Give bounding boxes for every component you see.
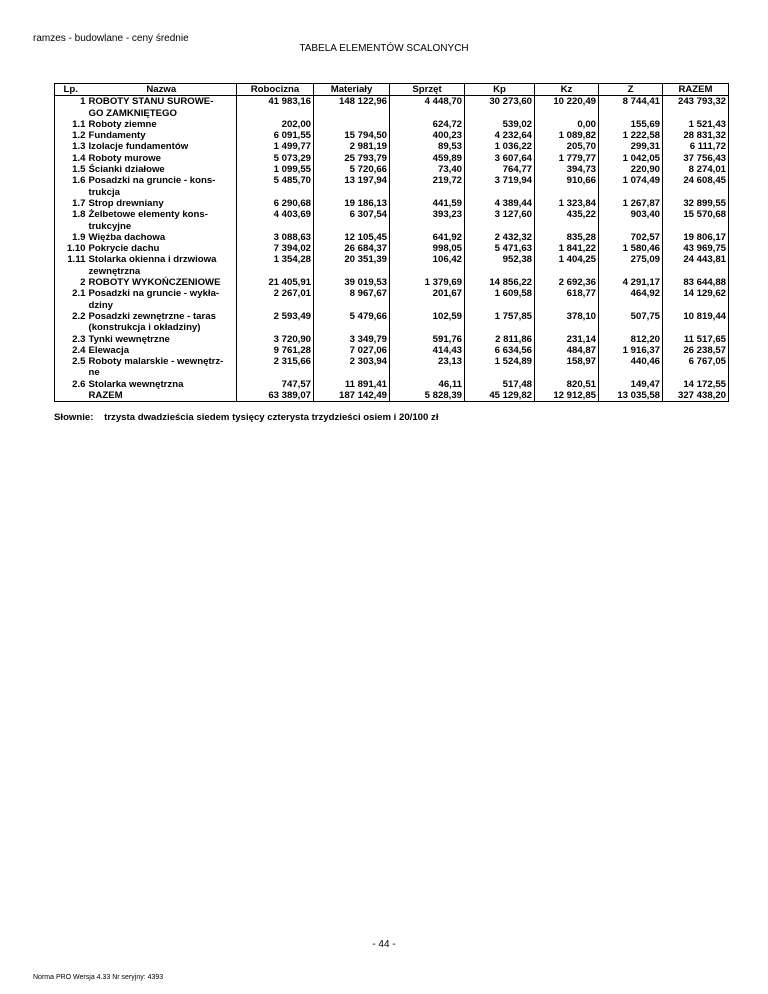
table-row (55, 153, 729, 164)
cell-z: 220,90 (599, 164, 663, 175)
cell-kp: 4 232,64 (465, 130, 535, 141)
cell-razem: 14 172,55 (663, 379, 729, 390)
cell-sprzet: 1 379,69 (390, 277, 465, 288)
cell-z: 275,09 (599, 254, 663, 277)
cell-materialy: 5 720,66 (314, 164, 390, 175)
cell-robocizna: 63 389,07 (237, 390, 314, 402)
cell-kz: 484,87 (535, 345, 599, 356)
cell-lp (55, 390, 87, 402)
document-title: TABELA ELEMENTÓW SCALONYCH (299, 43, 469, 54)
cell-materialy: 11 891,41 (314, 379, 390, 390)
cell-sprzet: 400,23 (390, 130, 465, 141)
cell-kz: 1 089,82 (535, 130, 599, 141)
table-row (55, 209, 729, 232)
cell-razem: 10 819,44 (663, 311, 729, 334)
cell-nazwa (87, 232, 237, 243)
cell-sprzet: 414,43 (390, 345, 465, 356)
cell-kz: 12 912,85 (535, 390, 599, 402)
cell-kp: 5 471,63 (465, 243, 535, 254)
col-header-sprzet: Sprzęt (390, 84, 465, 96)
table-row (55, 232, 729, 243)
cell-nazwa-line: ROBOTY STANU SUROWE- (88, 96, 214, 108)
cell-nazwa-line: Stolarka okienna i drzwiowa (88, 254, 217, 266)
cell-z: 903,40 (599, 209, 663, 232)
cell-nazwa (87, 209, 237, 232)
cell-z: 812,20 (599, 334, 663, 345)
cell-robocizna: 2 267,01 (237, 288, 314, 311)
cell-sprzet: 4 448,70 (390, 96, 465, 119)
cell-kp: 2 811,86 (465, 334, 535, 345)
cell-nazwa-line: Tynki wewnętrzne (88, 333, 170, 345)
cell-kz: 2 692,36 (535, 277, 599, 288)
cell-razem: 24 443,81 (663, 254, 729, 277)
cell-robocizna: 7 394,02 (237, 243, 314, 254)
table-row (55, 175, 729, 198)
cell-kp: 3 607,64 (465, 153, 535, 164)
cell-materialy: 187 142,49 (314, 390, 390, 402)
cell-kp: 3 127,60 (465, 209, 535, 232)
cell-nazwa-line: Fundamenty (88, 130, 146, 142)
cell-nazwa-line: ROBOTY WYKOŃCZENIOWE (88, 277, 221, 289)
cell-kp: 45 129,82 (465, 390, 535, 402)
cell-kp: 6 634,56 (465, 345, 535, 356)
amount-in-words (54, 412, 438, 423)
cell-robocizna: 5 485,70 (237, 175, 314, 198)
cell-z: 1 267,87 (599, 198, 663, 209)
cell-nazwa (87, 119, 237, 130)
amount-in-words-text: trzysta dwadzieścia siedem tysięcy czterysta trzydzieści osiem i 20/100 zł (104, 412, 439, 423)
cell-razem: 32 899,55 (663, 198, 729, 209)
cell-kz: 394,73 (535, 164, 599, 175)
cell-kp: 952,38 (465, 254, 535, 277)
cell-robocizna: 9 761,28 (237, 345, 314, 356)
cell-z: 507,75 (599, 311, 663, 334)
cell-razem: 19 806,17 (663, 232, 729, 243)
cell-nazwa-line: Posadzki na gruncie - wykła- (88, 288, 220, 300)
cell-nazwa (87, 96, 237, 119)
cell-materialy: 2 303,94 (314, 356, 390, 379)
cell-lp: 1.10 (55, 243, 87, 254)
cell-materialy: 148 122,96 (314, 96, 390, 119)
table-total-row (55, 390, 729, 402)
table-row (55, 334, 729, 345)
cell-razem: 6 767,05 (663, 356, 729, 379)
cell-robocizna: 202,00 (237, 119, 314, 130)
cell-lp: 1.5 (55, 164, 87, 175)
cell-z: 1 042,05 (599, 153, 663, 164)
cell-kp: 2 432,32 (465, 232, 535, 243)
cell-materialy: 15 794,50 (314, 130, 390, 141)
cell-sprzet: 441,59 (390, 198, 465, 209)
cell-sprzet: 624,72 (390, 119, 465, 130)
cell-kp: 1 036,22 (465, 141, 535, 152)
cell-materialy: 5 479,66 (314, 311, 390, 334)
cell-robocizna: 4 403,69 (237, 209, 314, 232)
cell-sprzet: 73,40 (390, 164, 465, 175)
cell-nazwa-line: Roboty ziemne (88, 118, 157, 130)
cell-materialy: 12 105,45 (314, 232, 390, 243)
table-row (55, 254, 729, 277)
cell-nazwa-line: trukcja (88, 186, 120, 198)
cell-razem: 243 793,32 (663, 96, 729, 119)
cell-kp: 764,77 (465, 164, 535, 175)
cell-razem: 14 129,62 (663, 288, 729, 311)
cell-nazwa (87, 390, 237, 402)
cell-sprzet: 5 828,39 (390, 390, 465, 402)
table-body (55, 96, 729, 402)
table-row (55, 141, 729, 152)
cell-nazwa-line: Posadzki zewnętrzne - taras (88, 310, 216, 322)
cell-lp: 1.4 (55, 153, 87, 164)
cell-sprzet: 46,11 (390, 379, 465, 390)
cell-robocizna: 1 099,55 (237, 164, 314, 175)
cell-sprzet: 219,72 (390, 175, 465, 198)
cell-z: 1 074,49 (599, 175, 663, 198)
cell-nazwa (87, 311, 237, 334)
cell-sprzet: 459,89 (390, 153, 465, 164)
elements-table-wrapper (54, 83, 728, 402)
cell-materialy: 26 684,37 (314, 243, 390, 254)
cell-lp: 2.6 (55, 379, 87, 390)
cell-kp: 1 757,85 (465, 311, 535, 334)
cell-lp: 1.1 (55, 119, 87, 130)
cell-kp: 3 719,94 (465, 175, 535, 198)
col-header-razem: RAZEM (663, 84, 729, 96)
cell-z: 4 291,17 (599, 277, 663, 288)
table-row (55, 288, 729, 311)
cell-lp: 2.5 (55, 356, 87, 379)
cell-nazwa-line: zewnętrzna (88, 265, 141, 277)
cell-nazwa-line: Ścianki działowe (88, 164, 165, 176)
col-header-kp: Kp (465, 84, 535, 96)
cell-nazwa-line: Posadzki na gruncie - kons- (88, 175, 216, 187)
cell-nazwa-line: Stolarka wewnętrzna (88, 378, 184, 390)
cell-z: 149,47 (599, 379, 663, 390)
cell-z: 13 035,58 (599, 390, 663, 402)
cell-razem: 26 238,57 (663, 345, 729, 356)
cell-kp: 14 856,22 (465, 277, 535, 288)
cell-lp: 1.7 (55, 198, 87, 209)
cell-kz: 378,10 (535, 311, 599, 334)
cell-lp: 1.6 (55, 175, 87, 198)
cell-kz: 1 841,22 (535, 243, 599, 254)
cell-sprzet: 201,67 (390, 288, 465, 311)
cell-materialy: 6 307,54 (314, 209, 390, 232)
cell-materialy: 3 349,79 (314, 334, 390, 345)
cell-sprzet: 641,92 (390, 232, 465, 243)
cell-kz: 231,14 (535, 334, 599, 345)
table-row (55, 356, 729, 379)
cell-sprzet: 591,76 (390, 334, 465, 345)
cell-robocizna: 5 073,29 (237, 153, 314, 164)
cell-materialy: 2 981,19 (314, 141, 390, 152)
cell-lp: 2 (55, 277, 87, 288)
cell-materialy: 13 197,94 (314, 175, 390, 198)
cell-nazwa-line: Strop drewniany (88, 197, 164, 209)
cell-kz: 910,66 (535, 175, 599, 198)
cell-robocizna: 41 983,16 (237, 96, 314, 119)
table-row (55, 130, 729, 141)
cell-lp: 2.1 (55, 288, 87, 311)
cell-nazwa (87, 198, 237, 209)
cell-kz: 1 323,84 (535, 198, 599, 209)
col-header-kz: Kz (535, 84, 599, 96)
cell-nazwa-line: Roboty malarskie - wewnętrz- (88, 356, 224, 368)
cell-nazwa-line: ne (88, 367, 100, 379)
col-header-z: Z (599, 84, 663, 96)
cell-nazwa (87, 254, 237, 277)
cell-nazwa-line: Izolacje fundamentów (88, 141, 189, 153)
cell-lp: 1.9 (55, 232, 87, 243)
cell-kz: 1 779,77 (535, 153, 599, 164)
cell-razem: 327 438,20 (663, 390, 729, 402)
cell-sprzet: 998,05 (390, 243, 465, 254)
cell-razem: 28 831,32 (663, 130, 729, 141)
table-row (55, 311, 729, 334)
cell-kp: 1 609,58 (465, 288, 535, 311)
cell-nazwa (87, 288, 237, 311)
cell-robocizna: 3 720,90 (237, 334, 314, 345)
cell-kp: 539,02 (465, 119, 535, 130)
cell-nazwa-line: Roboty murowe (88, 152, 161, 164)
cell-kz: 205,70 (535, 141, 599, 152)
cell-razem: 1 521,43 (663, 119, 729, 130)
table-header-row (55, 84, 729, 96)
cell-lp: 1.3 (55, 141, 87, 152)
cell-nazwa-line: Pokrycie dachu (88, 243, 160, 255)
table-row (55, 164, 729, 175)
table-row (55, 96, 729, 119)
cell-razem: 15 570,68 (663, 209, 729, 232)
table-row (55, 243, 729, 254)
cell-robocizna: 6 091,55 (237, 130, 314, 141)
cell-kz: 158,97 (535, 356, 599, 379)
cell-materialy (314, 119, 390, 130)
cell-lp: 1.2 (55, 130, 87, 141)
cell-lp: 2.3 (55, 334, 87, 345)
cell-nazwa-line: RAZEM (88, 390, 123, 402)
col-header-robocizna: Robocizna (237, 84, 314, 96)
cell-robocizna: 6 290,68 (237, 198, 314, 209)
cell-nazwa-line: Elewacja (88, 344, 130, 356)
cell-kz: 435,22 (535, 209, 599, 232)
cell-materialy: 8 967,67 (314, 288, 390, 311)
cell-kp: 517,48 (465, 379, 535, 390)
cell-nazwa (87, 130, 237, 141)
cell-kz: 0,00 (535, 119, 599, 130)
cell-nazwa (87, 141, 237, 152)
cell-z: 155,69 (599, 119, 663, 130)
cell-nazwa-line: Żelbetowe elementy kons- (88, 209, 208, 221)
table-row (55, 119, 729, 130)
cell-kp: 1 524,89 (465, 356, 535, 379)
table-row (55, 277, 729, 288)
cell-razem: 37 756,43 (663, 153, 729, 164)
cell-kz: 1 404,25 (535, 254, 599, 277)
amount-in-words-label: Słownie: (54, 412, 94, 423)
cell-razem: 83 644,88 (663, 277, 729, 288)
page-number: - 44 - (372, 939, 396, 950)
cell-materialy: 19 186,13 (314, 198, 390, 209)
cell-nazwa (87, 356, 237, 379)
cell-razem: 11 517,65 (663, 334, 729, 345)
cell-z: 1 580,46 (599, 243, 663, 254)
cell-sprzet: 23,13 (390, 356, 465, 379)
cell-nazwa-line: Więźba dachowa (88, 231, 166, 243)
cell-robocizna: 2 593,49 (237, 311, 314, 334)
cell-nazwa-line: GO ZAMKNIĘTEGO (88, 107, 177, 119)
cell-lp: 2.2 (55, 311, 87, 334)
cell-nazwa (87, 243, 237, 254)
table-row (55, 345, 729, 356)
cell-nazwa (87, 153, 237, 164)
col-header-lp: Lp. (55, 84, 87, 96)
elements-table (54, 83, 729, 402)
cell-kz: 10 220,49 (535, 96, 599, 119)
cell-robocizna: 2 315,66 (237, 356, 314, 379)
cell-materialy: 39 019,53 (314, 277, 390, 288)
cell-z: 464,92 (599, 288, 663, 311)
cell-lp: 1 (55, 96, 87, 119)
cell-razem: 43 969,75 (663, 243, 729, 254)
cell-lp: 2.4 (55, 345, 87, 356)
cell-robocizna: 1 354,28 (237, 254, 314, 277)
cell-robocizna: 21 405,91 (237, 277, 314, 288)
cell-kp: 30 273,60 (465, 96, 535, 119)
cell-kp: 4 389,44 (465, 198, 535, 209)
cell-materialy: 20 351,39 (314, 254, 390, 277)
cell-sprzet: 102,59 (390, 311, 465, 334)
cell-z: 1 916,37 (599, 345, 663, 356)
cell-lp: 1.11 (55, 254, 87, 277)
cell-z: 702,57 (599, 232, 663, 243)
cell-robocizna: 1 499,77 (237, 141, 314, 152)
cell-nazwa (87, 345, 237, 356)
col-header-materialy: Materiały (314, 84, 390, 96)
cell-kz: 835,28 (535, 232, 599, 243)
cell-robocizna: 747,57 (237, 379, 314, 390)
cell-nazwa (87, 379, 237, 390)
cell-z: 8 744,41 (599, 96, 663, 119)
cell-lp: 1.8 (55, 209, 87, 232)
cell-materialy: 7 027,06 (314, 345, 390, 356)
cell-kz: 820,51 (535, 379, 599, 390)
cell-razem: 24 608,45 (663, 175, 729, 198)
cell-sprzet: 106,42 (390, 254, 465, 277)
cell-nazwa (87, 277, 237, 288)
col-header-nazwa: Nazwa (87, 84, 237, 96)
cell-nazwa-line: dziny (88, 299, 114, 311)
header-left-text: ramzes - budowlane - ceny średnie (33, 33, 189, 44)
cell-robocizna: 3 088,63 (237, 232, 314, 243)
cell-nazwa (87, 164, 237, 175)
cell-kz: 618,77 (535, 288, 599, 311)
cell-sprzet: 89,53 (390, 141, 465, 152)
cell-razem: 6 111,72 (663, 141, 729, 152)
cell-razem: 8 274,01 (663, 164, 729, 175)
table-row (55, 198, 729, 209)
cell-z: 1 222,58 (599, 130, 663, 141)
cell-z: 440,46 (599, 356, 663, 379)
cell-materialy: 25 793,79 (314, 153, 390, 164)
cell-nazwa-line: (konstrukcja i okładziny) (88, 322, 201, 334)
cell-sprzet: 393,23 (390, 209, 465, 232)
cell-nazwa (87, 175, 237, 198)
table-row (55, 379, 729, 390)
footer-software-info: Norma PRO Wersja 4.33 Nr seryjny: 4393 (33, 974, 164, 981)
cell-z: 299,31 (599, 141, 663, 152)
cell-nazwa (87, 334, 237, 345)
cell-nazwa-line: trukcyjne (88, 220, 132, 232)
